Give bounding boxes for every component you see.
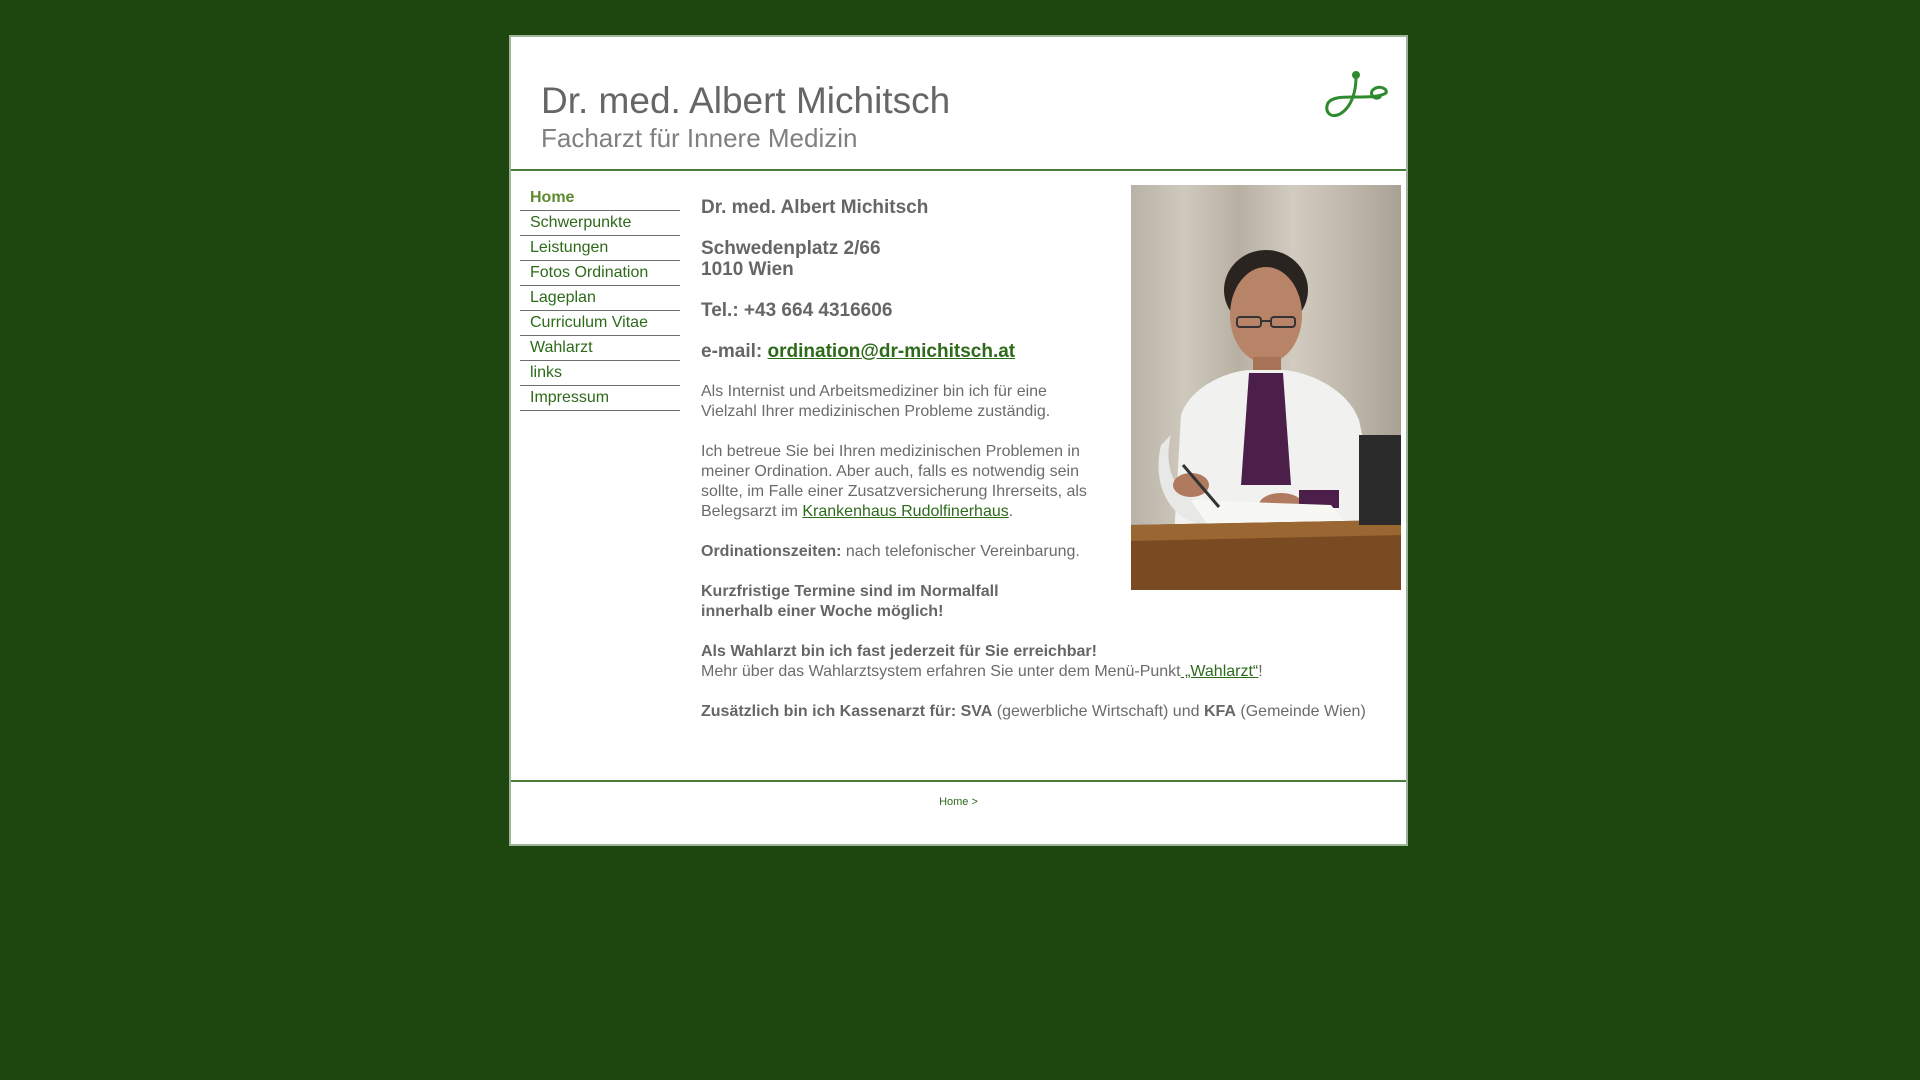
address: [701, 238, 1101, 280]
page-container: [509, 35, 1408, 846]
nav-item-curriculum-vitae[interactable]: Curriculum Vitae: [520, 311, 680, 336]
breadcrumb-home-link[interactable]: Home >: [939, 796, 978, 808]
wahlarzt-text: Mehr über das Wahlarztsystem erfahren Sie unter dem Menü-Punkt: [701, 663, 1181, 680]
care-paragraph: [701, 442, 1101, 522]
nav-item-links[interactable]: links: [520, 361, 680, 386]
care-text-end: .: [1008, 503, 1014, 520]
nav-item-schwerpunkte[interactable]: Schwerpunkte: [520, 211, 680, 236]
nav-item-wahlarzt[interactable]: Wahlarzt: [520, 336, 680, 361]
appointment-line-1: Kurzfristige Termine sind im Normalfall: [701, 583, 999, 600]
kassen-label: Zusätzlich bin ich Kassenarzt für: SVA: [701, 703, 993, 720]
hours-paragraph: [701, 542, 1101, 562]
kassen-kfa-desc: (Gemeinde Wien): [1235, 703, 1366, 720]
hospital-link[interactable]: Krankenhaus Rudolfinerhaus: [802, 503, 1009, 520]
kassen-paragraph: [701, 702, 1411, 722]
phone-number: Tel.: +43 664 4316606: [701, 300, 893, 321]
main-navigation: [520, 186, 680, 411]
email-link[interactable]: ordination@dr-michitsch.at: [767, 341, 1016, 362]
hours-text: nach telefonischer Vereinbarung.: [841, 543, 1080, 560]
footer-divider: [511, 780, 1406, 782]
nav-item-home[interactable]: Home: [520, 186, 680, 211]
nav-item-impressum[interactable]: Impressum: [520, 386, 680, 411]
intro-paragraph: Als Internist und Arbeitsmediziner bin ich für eine Vielzahl Ihrer medizinischen Probleme zuständig.: [701, 383, 1051, 420]
address-city: 1010 Wien: [701, 259, 794, 280]
site-title: Dr. med. Albert Michitsch: [541, 80, 951, 121]
hours-label: Ordinationszeiten:: [701, 543, 842, 560]
doctor-portrait-image: [1131, 185, 1401, 590]
wahlarzt-paragraph: [701, 642, 1411, 682]
nav-item-leistungen[interactable]: Leistungen: [520, 236, 680, 261]
wahlarzt-bold: Als Wahlarzt bin ich fast jederzeit für Sie erreichbar!: [701, 643, 1097, 660]
nav-item-lageplan[interactable]: Lageplan: [520, 286, 680, 311]
kassen-kfa: KFA: [1203, 703, 1236, 720]
appointment-line-2: innerhalb einer Woche möglich!: [701, 603, 944, 620]
breadcrumb: [511, 796, 1406, 808]
email-label: e-mail:: [701, 341, 768, 362]
address-street: Schwedenplatz 2/66: [701, 238, 881, 259]
wahlarzt-link[interactable]: „Wahlarzt“: [1180, 663, 1259, 680]
stethoscope-logo-icon: [1322, 67, 1390, 123]
doctor-name: Dr. med. Albert Michitsch: [701, 197, 929, 218]
site-subtitle: Facharzt für Innere Medizin: [541, 123, 858, 153]
site-header: [511, 37, 1406, 171]
appointment-paragraph: [701, 582, 1101, 622]
email-line: [701, 341, 1101, 362]
nav-item-fotos-ordination[interactable]: Fotos Ordination: [520, 261, 680, 286]
care-text: Ich betreue Sie bei Ihren medizinischen Problemen in meiner Ordination. Aber auch, falls es notwendig sein sollte, im Falle einer Zusatzversicherung Ihrerseits, als Belegsarzt im: [701, 443, 1087, 520]
doctor-photo: [1131, 185, 1401, 590]
kassen-sva-desc: (gewerbliche Wirtschaft) und: [992, 703, 1204, 720]
wahlarzt-end: !: [1258, 663, 1263, 680]
